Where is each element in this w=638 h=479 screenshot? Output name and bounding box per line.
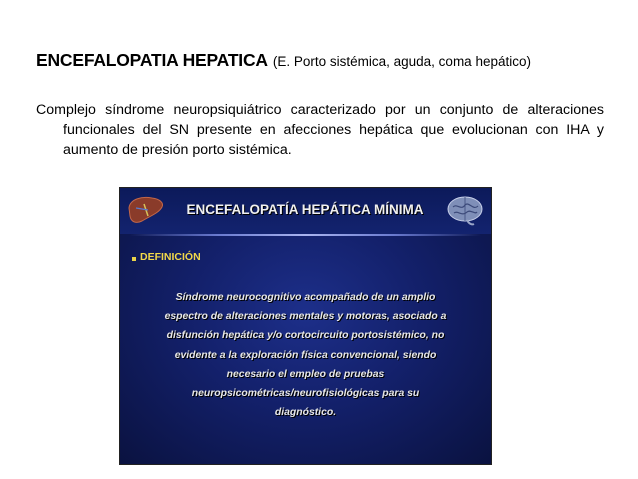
slide-body-line: disfunción hepática y/o cortocircuito portosistémico, no	[166, 330, 445, 342]
embedded-slide-image	[119, 187, 492, 465]
slide-title: ENCEFALOPATÍA HEPÁTICA MÍNIMA	[186, 202, 424, 217]
slide-body-line: neuropsicométricas/neurofisiológicas para su	[191, 388, 420, 400]
slide-header	[120, 188, 491, 234]
slide-body-line: diagnóstico.	[274, 407, 337, 419]
title-main: ENCEFALOPATIA HEPATICA	[36, 50, 268, 70]
definition-paragraph: Complejo síndrome neuropsiquiátrico caracterizado por un conjunto de alteraciones funcionales del SN presente en afecciones hepática que evolucionan con IHA y aumento de presión porto sistémica.	[36, 102, 604, 158]
slide-divider	[130, 234, 481, 236]
slide-body-line: espectro de alteraciones mentales y motoras, asociado a	[164, 311, 447, 323]
liver-icon	[126, 194, 166, 228]
slide-body	[140, 288, 471, 422]
slide-body-line: Síndrome neurocognitivo acompañado de un amplio	[175, 292, 436, 303]
slide-body-line: evidente a la exploración física convencional, siendo	[174, 349, 437, 361]
brain-icon	[445, 193, 485, 227]
slide-body-line: necesario el empleo de pruebas	[226, 368, 385, 380]
bullet-icon	[132, 257, 136, 261]
page-title	[36, 50, 616, 71]
slide-section-label: DEFINICIÓN	[140, 251, 201, 263]
title-subtitle: (E. Porto sistémica, aguda, coma hepático)	[272, 54, 531, 69]
